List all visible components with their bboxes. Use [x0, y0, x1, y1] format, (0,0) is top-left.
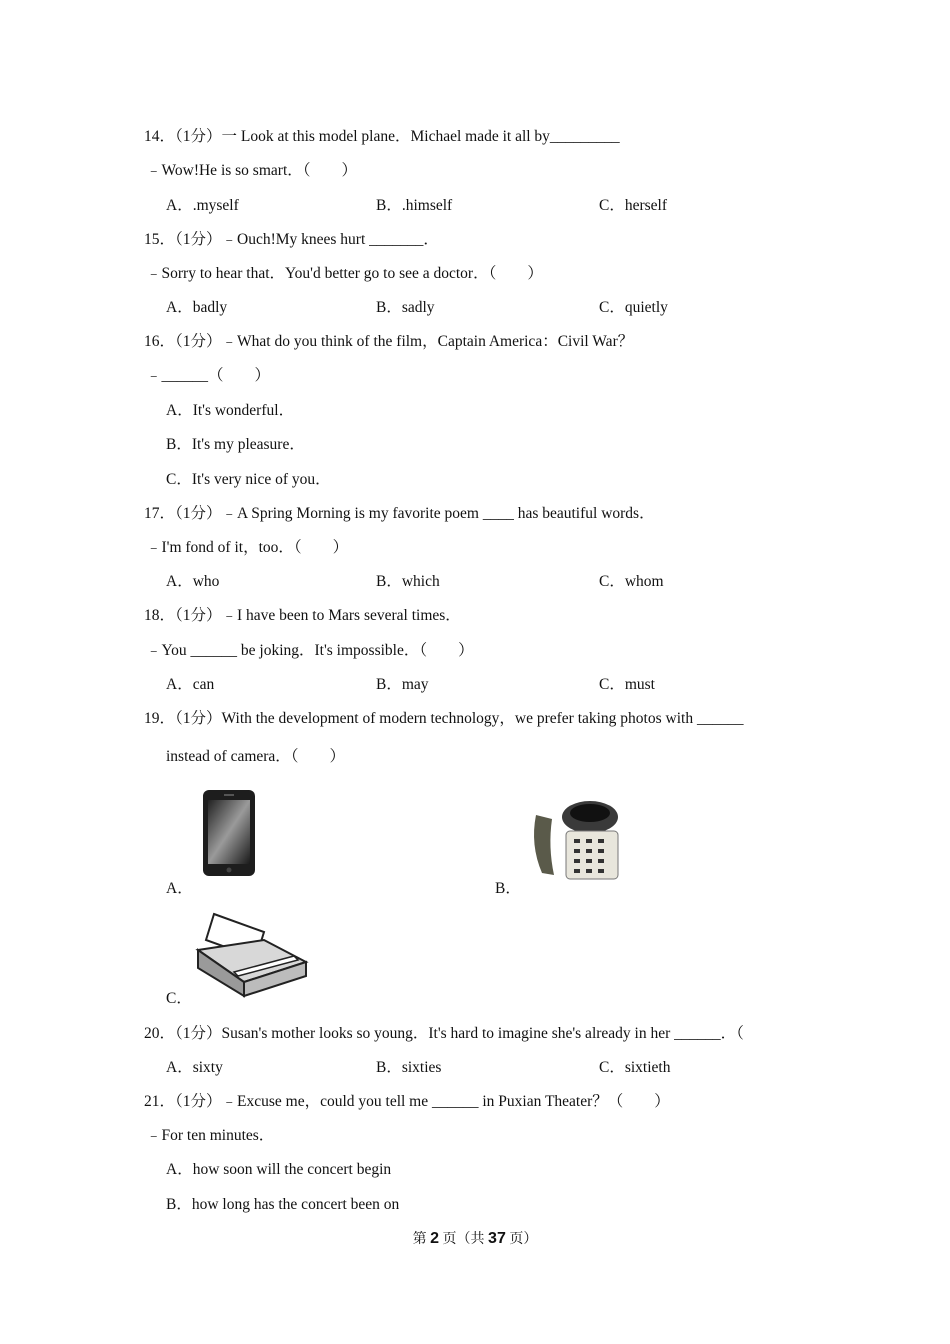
question-15-option-a: A．badly — [166, 299, 228, 316]
question-19-continuation: instead of camera．（ ） — [166, 748, 346, 765]
question-14-option-b: B．.himself — [376, 197, 453, 214]
question-18-option-b: B．may — [376, 676, 429, 693]
question-21-option-a: A．how soon will the concert begin — [166, 1161, 392, 1178]
question-15-stem: 15．（1分）﹣Ouch!My knees hurt _______． — [144, 231, 439, 248]
question-19-option-a: A． — [166, 880, 193, 897]
question-16-option-a: A．It's wonderful． — [166, 402, 295, 419]
question-14-stem: 14．（1分）一 Look at this model plane．Michael made it all by_________ — [144, 128, 620, 145]
question-14-option-c: C．herself — [599, 197, 668, 214]
question-15-option-b: B．sadly — [376, 299, 435, 316]
question-19-option-b: B． — [495, 880, 521, 897]
question-16-reply: ﹣______（ ） — [146, 367, 271, 384]
footer-middle: 页（共 — [442, 1232, 485, 1247]
question-21-reply: ﹣For ten minutes． — [146, 1127, 275, 1144]
question-18-option-c: C．must — [599, 676, 655, 693]
footer-total-pages: 37 — [488, 1230, 506, 1247]
question-17-option-c: C．whom — [599, 573, 664, 590]
question-14-reply: ﹣Wow!He is so smart．（ ） — [146, 162, 357, 179]
question-18-option-a: A．can — [166, 676, 215, 693]
smartphone-icon — [200, 788, 258, 878]
footer-page-number: 2 — [430, 1230, 440, 1247]
question-17-option-b: B．which — [376, 573, 440, 590]
question-21-stem: 21．（1分）﹣Excuse me，could you tell me ______ in Puxian Theater？（ ） — [144, 1093, 670, 1110]
question-19-stem: 19．（1分）With the development of modern technology，we prefer taking photos with ______ — [144, 710, 744, 727]
question-17-option-a: A．who — [166, 573, 220, 590]
footer-suffix: 页） — [509, 1232, 538, 1247]
telephone-icon — [528, 795, 624, 883]
question-18-stem: 18．（1分）﹣I have been to Mars several times． — [144, 607, 461, 624]
question-15-reply: ﹣Sorry to hear that．You'd better go to see a doctor．（ ） — [146, 265, 543, 282]
question-21-option-b: B．how long has the concert been on — [166, 1196, 400, 1213]
question-20-option-c: C．sixtieth — [599, 1059, 671, 1076]
question-16-stem: 16．（1分）﹣What do you think of the film，Captain America：Civil War？ — [144, 333, 634, 350]
question-16-option-b: B．It's my pleasure． — [166, 436, 305, 453]
footer-prefix: 第 — [412, 1232, 427, 1247]
question-20-option-b: B．sixties — [376, 1059, 442, 1076]
question-19-option-c: C． — [166, 990, 192, 1007]
printer-icon — [194, 910, 314, 998]
question-20-option-a: A．sixty — [166, 1059, 223, 1076]
question-15-option-c: C．quietly — [599, 299, 668, 316]
question-17-stem: 17．（1分）﹣A Spring Morning is my favorite poem ____ has beautiful words． — [144, 505, 655, 522]
question-20-stem: 20．（1分）Susan's mother looks so young．It's hard to imagine she's already in her ______．（ — [144, 1025, 744, 1042]
page-footer — [0, 1229, 950, 1250]
question-18-reply: ﹣You ______ be joking．It's impossible．（ ） — [146, 642, 474, 659]
question-14-option-a: A．.myself — [166, 197, 239, 214]
question-17-reply: ﹣I'm fond of it，too．（ ） — [146, 539, 349, 556]
question-16-option-c: C．It's very nice of you． — [166, 471, 331, 488]
